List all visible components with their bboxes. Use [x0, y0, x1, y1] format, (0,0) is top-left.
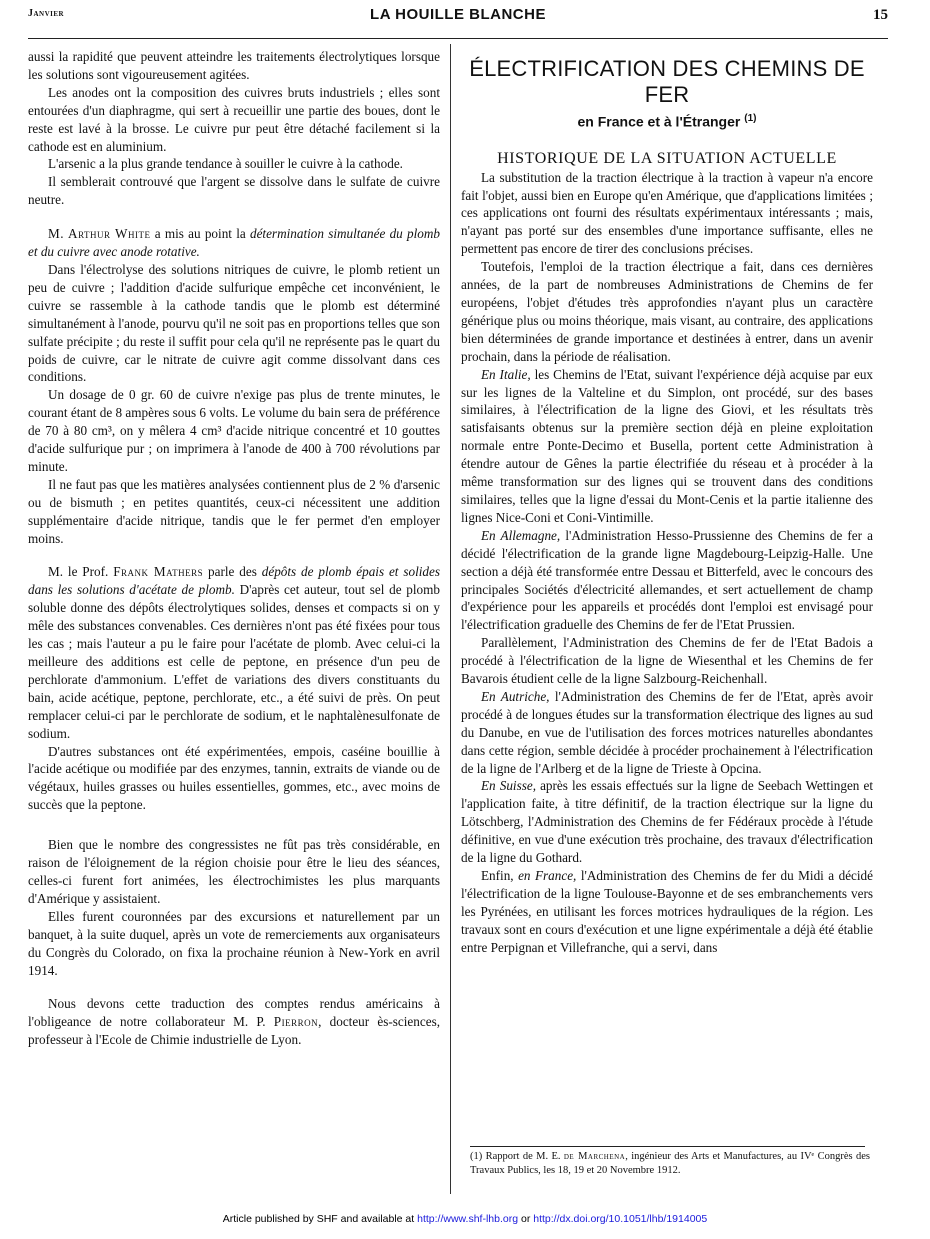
author-name: Frank Mathers: [113, 564, 204, 580]
publication-footer: [0, 1213, 930, 1225]
footnote-rule: [470, 1146, 865, 1147]
country-label: En Autriche,: [481, 688, 550, 704]
paragraph-italy: [461, 366, 873, 527]
paragraph: La substitution de la traction électrique à la traction à vapeur n'a encore fait l'objet, aussi bien en Europe qu'en Amérique, que d'applications limitées ; ces applications ont fourni des résultats expérimentaux intéressants ; mais, n'ayant pas porté sur des ensembles d'une importance suffisante, elles ne permettent pas encore de tirer des conclusions précises.: [461, 169, 873, 257]
running-header: [28, 6, 888, 26]
text-run: M. le Prof.: [48, 564, 114, 580]
article-subtitle: [461, 110, 873, 131]
footer-text: or: [518, 1213, 534, 1225]
paragraph: D'autres substances ont été expérimentées, empois, caséine bouillie à l'acide acétique ou modifiée par des enzymes, tannin, extraits de viande ou de végétaux, huiles grasses ou huiles essentielles, gommes, etc., avec moins de succès que la peptone.: [28, 743, 440, 813]
paragraph: Un dosage de 0 gr. 60 de cuivre n'exige pas plus de trente minutes, le courant étant de 8 ampères sous 6 volts. Le volume du bain sera de préférence de 70 à 80 cm³, on y mêlera 4 cm³ d'acide nitrique concentré et 10 gouttes d'acide sulfurique pur ; on imprimera à l'anode de 400 à 700 révolutions par minute.: [28, 387, 440, 474]
article-title: ÉLECTRIFICATION DES CHEMINS DE FER: [469, 56, 865, 107]
country-label: en France,: [518, 868, 577, 883]
paragraph-switzerland: [461, 777, 873, 867]
text-run: Rapport de M. E.: [482, 1151, 564, 1162]
subtitle-text: en France et à l'Étranger: [577, 113, 741, 130]
paragraph: Elles furent couronnées par des excursions et naturellement par un banquet, à la suite duquel, après un vote de remerciements aux organisateurs du Congrès du Colorado, on fixa la prochaine réunion à New-York en avril 1914.: [28, 908, 440, 978]
text-run: a mis au point la: [150, 226, 250, 242]
paragraph: Il ne faut pas que les matières analysées contiennent plus de 2 % d'arsenic ou de bismuth ; en petites quantités, ceux-ci nécessitent une addition supplémentaire d'acide nitrique, tandis que le fer permet d'en employer moins.: [28, 476, 440, 546]
paragraph-france: [461, 867, 873, 957]
shf-link[interactable]: http://www.shf-lhb.org: [417, 1213, 519, 1225]
paragraph: Dans l'électrolyse des solutions nitriques de cuivre, le plomb retient un peu de cuivre ; l'addition d'acide sulfurique empêche cet inconvénient, le cuivre se rassemble à la cathode tandis que le plomb est déterminé simultanément à l'anode, pourvu qu'il ne soit pas en proportions telles que son sulfate précipite ; du reste il suffit pour cela qu'il ne représente pas le quart du poids de cuivre, car le nitrate de cuivre agit comme dissolvant dans ces conditions.: [28, 261, 440, 385]
country-label: En Italie,: [481, 366, 531, 382]
italic-title: dépôts de plomb épais et solides dans les solutions d'acétate de plomb.: [28, 564, 440, 598]
text-run: les Chemins de l'Etat, suivant l'expérience déjà acquise par eux sur les lignes de la Valteline et du Simplon, ont procédé, sur des bases similaires, à l'électrification de la ligne des Giovi, et les résultats très satisfaisants obtenus sur la première section déjà en pleine exploitation normale entre Ponte-Decimo et Busella, portent cette Administration à étendre autour de Gênes la partie électrifiée du réseau et à procéder à la même transformation sur des lignes qui se trouvent dans des conditions similaires, telles que la ligne d'essai du Mont-Cenis et la partie italienne des lignes Nice-Coni et Coni-Vintimille.: [461, 366, 874, 525]
text-run: l'Administration des Chemins de fer de l'Etat, après avoir procédé à de longues études sur la transformation électrique des lignes au sud du Danube, en vue de l'utilisation des forces motrices naturelles abondantes dans cette région, semble décidée à procéder prochainement à l'électrification de la ligne de l'Arlberg et de la ligne de Trieste à Opcina.: [461, 688, 873, 776]
text-run: l'Administration Hesso-Prussienne des Chemins de fer a décidé l'électrification de la grande ligne Magdebourg-Leipzig-Halle. Une section a déjà été transformée entre Dessau et Bitterfeld, avec le concours des principales Sociétés d'électricité allemandes, et sert actuellement de champ d'expérience pour les appareils et procédés dont l'emploi est envisagé pour l'électrification graduelle des Chemins de fer de l'Etat Prussien.: [461, 527, 873, 633]
header-rule: [28, 38, 888, 39]
header-month: Janvier: [28, 8, 65, 19]
text-run: après les essais effectués sur la ligne de Seebach Wettingen et l'application faite, à titre définitif, de la traction électrique sur la ligne du Lötschberg, l'Administration des Chemins de fer Fédéraux procède à l'étude définitive, en vue d'une exécution très prochaine, des travaux d'électrification de la ligne du Gothard.: [461, 778, 873, 866]
text-run: Nous devons cette traduction des comptes rendus américains à l'obligeance de notre collaborateur M. P.: [28, 996, 440, 1030]
paragraph: Toutefois, l'emploi de la traction électrique a fait, dans ces dernières années, de la part de nombreuses Administrations de Chemins de fer européens, l'objet d'études très approfondies n'ayant plus un caractère générique plus ou moins théorique, mais visant, au contraire, des applications bien déterminées de grande importance et destinées à entrer, dans un avenir prochain, dans la période de réalisation.: [461, 259, 873, 364]
page-number: 15: [873, 7, 888, 23]
paragraph-credit: [28, 995, 440, 1049]
italic-title: détermination simultanée du plomb et du cuivre avec anode rotative.: [28, 226, 440, 260]
country-label: En Allemagne,: [481, 527, 561, 543]
paragraph: Parallèlement, l'Administration des Chemins de fer de l'Etat Badois a procédé à l'électrification de la ligne de Wiesenthal et les Chemins de fer Bavarois étudient celle de la ligne Salzbourg-Reichenhall.: [461, 635, 873, 687]
section-title: HISTORIQUE DE LA SITUATION ACTUELLE: [497, 149, 837, 167]
footer-text: Article published by SHF and available at: [222, 1213, 418, 1225]
paragraph: aussi la rapidité que peuvent atteindre les traitements électrolytiques lorsque les solutions sont vigoureusement agitées.: [28, 49, 440, 82]
paragraph: Il semblerait controuvé que l'argent se dissolve dans le sulfate de cuivre neutre.: [28, 174, 440, 208]
paragraph-mathers: [28, 563, 440, 742]
footnote: [470, 1150, 870, 1178]
footnote-mark: (1): [470, 1151, 483, 1162]
paragraph: Les anodes ont la composition des cuivres bruts industriels ; elles sont entourées d'un diaphragme, qui sert à recueillir une partie des boues, dont le reste est lavé à la brosse. Le cuivre pur peut être détaché facilement si la cathode est en aluminium.: [28, 84, 440, 154]
text-run: parle des: [203, 564, 262, 580]
text-run: D'après cet auteur, tout sel de plomb soluble donne des dépôts électrolytiques solides, denses et compacts si on y mêle des substances convenables. Ces dernières n'ont pas été fixées pour tous les cas ; mais l'auteur a pu le faire pour l'acétate de plomb. Avec celui-ci la meilleure des additions est celle de peptone, en présence d'un peu de perchlorate d'ammonium. L'effet de variations des divers constituants du bain, acide acétique, peptone, perchlorate, etc., a été suivi de près. On peut remplacer celui-ci par le perchlorate de sodium, et le naphtalènesulfonate de sodium.: [28, 582, 440, 741]
paragraph-germany: [461, 527, 873, 634]
text-run: , docteur ès-sciences, professeur à l'Ecole de Chimie industrielle de Lyon.: [28, 1014, 440, 1048]
paragraph: Bien que le nombre des congressistes ne fût pas très considérable, en raison de l'éloignement de la région choisie pour être le lieu des séances, celles-ci furent fort animées, les électrochimistes les plus marquants d'Amérique y assistaient.: [28, 837, 440, 906]
text-run: Enfin,: [481, 868, 519, 883]
country-label: En Suisse,: [481, 778, 536, 794]
text-run: , ingénieur des Arts et Manufactures, au IVᵉ Congrès des Travaux Publics, les 18, 19 et 20 Novembre 1912.: [470, 1151, 870, 1176]
translator-name: Pierron: [273, 1014, 319, 1030]
text-run: l'Administration des Chemins de fer du Midi a décidé l'électrification de la ligne Toulouse-Bayonne et de ses embranchements vers les Pyrénées, en utilisant les forces motrices hydrauliques de la région. Les travaux sont en cours d'exécution et une ligne expérimentale a déjà été établie entre Perpignan et Villefranche, qui a servi, dans: [461, 868, 874, 955]
journal-title: LA HOUILLE BLANCHE: [370, 6, 546, 23]
column-divider: [450, 44, 451, 1194]
paragraph-white: [28, 225, 440, 261]
author-name: M. Arthur White: [48, 226, 151, 242]
right-column: [461, 48, 873, 957]
rapporteur-name: de Marchena: [563, 1151, 626, 1162]
footnote-ref: (1): [744, 113, 757, 124]
paragraph-austria: [461, 688, 873, 778]
paragraph: L'arsenic a la plus grande tendance à souiller le cuivre à la cathode.: [48, 156, 403, 172]
doi-link[interactable]: http://dx.doi.org/10.1051/lhb/1914005: [533, 1213, 708, 1225]
left-column: [28, 48, 440, 1049]
